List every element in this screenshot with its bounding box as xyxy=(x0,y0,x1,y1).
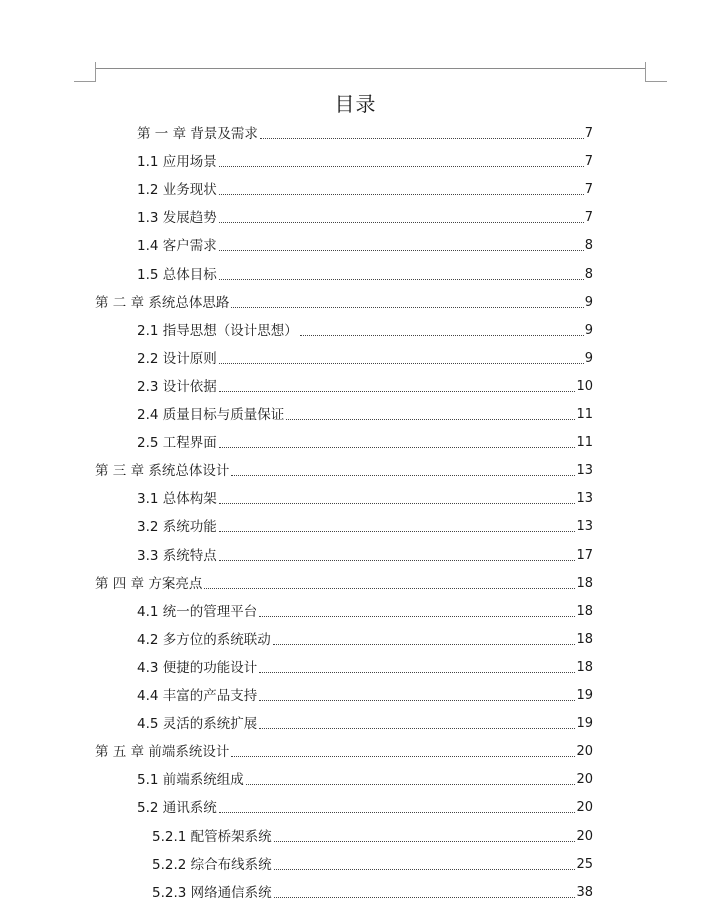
toc-entry[interactable] xyxy=(137,263,593,283)
toc-entry-label: 1.4 客户需求 xyxy=(137,238,217,255)
toc-entry-label: 1.5 总体目标 xyxy=(137,266,217,283)
toc-entry-label: 第 三 章 系统总体设计 xyxy=(95,463,230,480)
toc-dot-leader xyxy=(260,138,584,139)
toc-dot-leader xyxy=(204,588,575,589)
toc-entry-page-number: 20 xyxy=(576,828,593,844)
toc-entry-label: 4.4 丰富的产品支持 xyxy=(137,688,258,704)
toc-entry[interactable] xyxy=(137,403,593,423)
toc-entry-label: 4.1 统一的管理平台 xyxy=(137,603,258,620)
toc-entry[interactable] xyxy=(137,178,593,198)
toc-entry-page-number: 9 xyxy=(584,294,593,310)
toc-entry-label: 1.1 应用场景 xyxy=(137,154,217,171)
toc-entry-page-number: 13 xyxy=(576,519,593,535)
toc-entry-page-number: 7 xyxy=(584,126,593,141)
toc-entry-page-number: 9 xyxy=(584,350,593,366)
toc-entry[interactable] xyxy=(137,796,593,816)
toc-dot-leader xyxy=(259,616,575,617)
toc-entry-page-number: 13 xyxy=(576,491,593,507)
toc-dot-leader xyxy=(259,672,575,673)
toc-entry[interactable] xyxy=(137,656,593,676)
toc-entry-label: 2.4 质量目标与质量保证 xyxy=(137,407,285,423)
toc-dot-leader xyxy=(219,531,576,532)
toc-entry-label: 第 一 章 背景及需求 xyxy=(137,126,258,142)
crop-mark-top-right-vertical xyxy=(645,62,646,82)
toc-entry-page-number: 38 xyxy=(576,884,593,900)
crop-mark-top-right-horizontal xyxy=(645,81,667,82)
toc-entry[interactable] xyxy=(152,825,593,845)
toc-entry-label: 第 四 章 方案亮点 xyxy=(95,575,203,592)
toc-entry-label: 第 二 章 系统总体思路 xyxy=(95,294,230,311)
toc-dot-leader xyxy=(231,756,575,757)
toc-dot-leader xyxy=(219,812,576,813)
toc-entry-page-number: 20 xyxy=(576,772,593,788)
toc-entry[interactable] xyxy=(137,768,593,788)
toc-entry-page-number: 11 xyxy=(576,407,593,422)
toc-entry[interactable] xyxy=(95,572,593,592)
toc-entry-page-number: 8 xyxy=(584,266,593,282)
toc-entry[interactable] xyxy=(152,881,593,901)
toc-entry-label: 2.1 指导思想（设计思想） xyxy=(137,322,298,339)
toc-entry-page-number: 8 xyxy=(584,238,593,254)
toc-dot-leader xyxy=(259,700,575,701)
toc-entry[interactable] xyxy=(95,291,593,311)
toc-entry-page-number: 18 xyxy=(576,631,593,647)
toc-entry-page-number: 9 xyxy=(584,322,593,338)
toc-entry-label: 3.2 系统功能 xyxy=(137,519,217,536)
toc-dot-leader xyxy=(219,279,584,280)
toc-entry[interactable] xyxy=(137,150,593,170)
toc-dot-leader xyxy=(274,841,576,842)
toc-entry-page-number: 18 xyxy=(576,659,593,675)
toc-entry[interactable] xyxy=(137,234,593,254)
toc-dot-leader xyxy=(231,475,575,476)
toc-entry-label: 2.5 工程界面 xyxy=(137,435,217,452)
toc-entry-page-number: 19 xyxy=(576,716,593,732)
toc-entry-page-number: 25 xyxy=(576,856,593,872)
toc-dot-leader xyxy=(286,419,575,420)
toc-entry-label: 4.5 灵活的系统扩展 xyxy=(137,716,258,733)
toc-entry-label: 2.3 设计依据 xyxy=(137,378,217,395)
crop-mark-top-left-vertical xyxy=(95,62,96,82)
toc-entry-page-number: 7 xyxy=(584,154,593,170)
toc-entry[interactable] xyxy=(137,122,593,142)
toc-entry[interactable] xyxy=(137,319,593,339)
toc-dot-leader xyxy=(219,560,576,561)
toc-entry-label: 第 五 章 前端系统设计 xyxy=(95,744,230,761)
toc-entry-page-number: 19 xyxy=(576,688,593,703)
toc-entry-label: 4.2 多方位的系统联动 xyxy=(137,631,271,648)
toc-entry[interactable] xyxy=(137,684,593,704)
toc-entry[interactable] xyxy=(137,515,593,535)
toc-dot-leader xyxy=(219,166,584,167)
toc-entry[interactable] xyxy=(95,459,593,479)
toc-entry[interactable] xyxy=(137,347,593,367)
toc-entry[interactable] xyxy=(137,487,593,507)
toc-entry-page-number: 17 xyxy=(576,547,593,563)
toc-entry-label: 5.2 通讯系统 xyxy=(137,800,217,817)
header-rule xyxy=(96,68,646,69)
toc-dot-leader xyxy=(219,222,584,223)
toc-entry-label: 1.2 业务现状 xyxy=(137,182,217,199)
toc-title: 目录 xyxy=(334,92,377,116)
toc-entry-page-number: 10 xyxy=(576,378,593,394)
toc-dot-leader xyxy=(219,194,584,195)
toc-entry[interactable] xyxy=(152,853,593,873)
toc-entry-label: 3.1 总体构架 xyxy=(137,491,217,508)
toc-dot-leader xyxy=(219,391,576,392)
toc-dot-leader xyxy=(219,250,584,251)
toc-entry-page-number: 20 xyxy=(576,744,593,760)
toc-entry-label: 5.1 前端系统组成 xyxy=(137,772,244,789)
toc-dot-leader xyxy=(273,644,576,645)
toc-dot-leader xyxy=(219,503,576,504)
toc-entry-label: 5.2.3 网络通信系统 xyxy=(152,884,272,901)
toc-entry-page-number: 20 xyxy=(576,800,593,816)
toc-entry-label: 3.3 系统特点 xyxy=(137,547,217,564)
toc-entry[interactable] xyxy=(137,431,593,451)
toc-entry-page-number: 13 xyxy=(576,463,593,479)
toc-dot-leader xyxy=(300,335,584,336)
toc-entry-page-number: 18 xyxy=(576,575,593,591)
toc-entry[interactable] xyxy=(95,740,593,760)
toc-entry[interactable] xyxy=(137,375,593,395)
toc-entry[interactable] xyxy=(137,600,593,620)
toc-entry[interactable] xyxy=(137,628,593,648)
toc-dot-leader xyxy=(219,363,584,364)
toc-entry-page-number: 7 xyxy=(584,210,593,226)
toc-dot-leader xyxy=(274,897,576,898)
toc-dot-leader xyxy=(231,307,583,308)
toc-entry[interactable] xyxy=(137,544,593,564)
toc-dot-leader xyxy=(259,728,575,729)
toc-entry[interactable] xyxy=(137,712,593,732)
toc-entry-page-number: 18 xyxy=(576,603,593,619)
toc-entry[interactable] xyxy=(137,206,593,226)
toc-dot-leader xyxy=(274,869,576,870)
toc-entry-page-number: 11 xyxy=(576,435,593,451)
toc-entry-label: 5.2.2 综合布线系统 xyxy=(152,856,272,873)
toc-entry-label: 2.2 设计原则 xyxy=(137,350,217,367)
toc-entry-label: 1.3 发展趋势 xyxy=(137,210,217,227)
toc-entry-page-number: 7 xyxy=(584,182,593,198)
toc-entry-label: 4.3 便捷的功能设计 xyxy=(137,659,258,676)
toc-dot-leader xyxy=(219,447,576,448)
crop-mark-top-left-horizontal xyxy=(74,81,96,82)
toc-entry-label: 5.2.1 配管桥架系统 xyxy=(152,828,272,845)
toc-dot-leader xyxy=(246,784,576,785)
